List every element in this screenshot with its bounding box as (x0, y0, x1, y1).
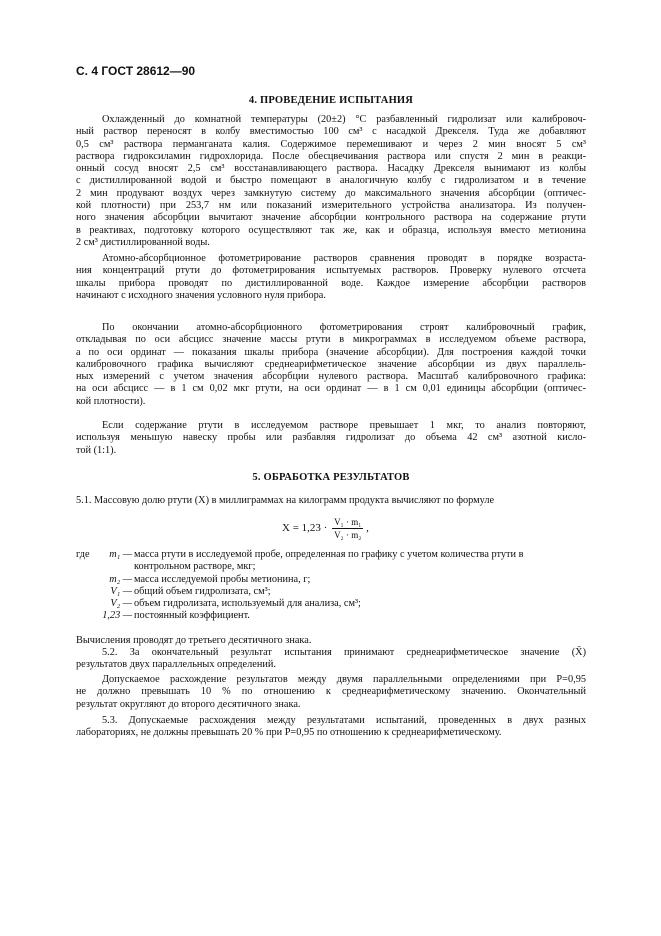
paragraph-line: ния концентраций ртути до фотометрирования испытуемых растворов. Проверку нулевого отсчета (76, 265, 586, 277)
section-5-title: 5. ОБРАБОТКА РЕЗУЛЬТАТОВ (252, 472, 410, 483)
section-4-paragraph-2 (76, 253, 586, 302)
section-4-paragraph-1 (76, 114, 586, 249)
paragraph-line: калибровочного графика вычисляют среднеарифметическое значение абсорбции из двух параллель- (76, 358, 586, 370)
definition-term: m₂ — (109, 573, 132, 585)
section-4-paragraph-4 (76, 420, 586, 457)
paragraph-line: 0,5 см³ раствора перманганата калия. Содержимое перемешивают и через 2 мин вносят 5 см³ (76, 138, 586, 150)
paragraph-line: 2 см³ дистиллированной воды. (76, 236, 210, 248)
calc-note: Вычисления проводят до третьего десятичного знака. (76, 635, 312, 646)
paragraph-line: ных измерений с учетом значения абсорбции нулевого раствора. Масштаб калибровочного графика: (76, 371, 586, 383)
clause-5-2 (76, 647, 586, 672)
formula-definitions (76, 549, 586, 623)
clause-line: результатов двух параллельных определений. (76, 659, 276, 671)
paragraph-line: с дистиллированной водой и быстро помещают в аналогичную колбу с гидролизатом и в течение (76, 175, 586, 187)
definition-text: объем гидролизата, используемый для анализа, см³; (134, 598, 361, 610)
clause-5-3 (76, 715, 586, 740)
paragraph-line: а по оси ординат — показания шкалы прибора (значение абсорбции). Для построения каждой точки (76, 346, 586, 358)
page-header: С. 4 ГОСТ 28612—90 (76, 64, 196, 78)
definition-term: 1,23 — (102, 610, 132, 622)
definition-text: контрольном растворе, мкг; (134, 561, 256, 573)
clause-5-1: 5.1. Массовую долю ртути (X) в миллиграммах на килограмм продукта вычисляют по формуле (76, 495, 495, 506)
definition-row (76, 561, 586, 573)
mass-fraction-formula (282, 517, 369, 540)
definition-row (76, 586, 586, 598)
paragraph-line: той (1:1). (76, 444, 117, 456)
definition-term: m₁ — (109, 549, 132, 560)
clause-line: 5.2. За окончательный результат испытания принимают среднеарифметическое значение (X̄) (102, 647, 586, 658)
paragraph-line: Если содержание ртути в исследуемом растворе превышает 1 мкг, то анализ повторяют, (102, 420, 586, 431)
clause-line: результат округляют до второго десятичного знака. (76, 698, 301, 710)
definition-row (76, 549, 586, 561)
section-4-title: 4. ПРОВЕДЕНИЕ ИСПЫТАНИЯ (248, 95, 414, 106)
definition-row (76, 574, 586, 586)
definition-text: масса исследуемой пробы метионина, г; (134, 573, 311, 585)
formula-lhs: X = 1,23 · (282, 522, 328, 535)
clause-line: Допускаемое расхождение результатов между двумя параллельными определениями при P=0,95 (102, 674, 586, 685)
paragraph-line: в реактивах, подготовку которого осуществляют так же, как и образца, используя вместо метионина (76, 224, 586, 236)
paragraph-line: ного значения абсорбции вычитают значение абсорбции контрольного раствора на содержание ртути (76, 212, 586, 224)
definition-row (76, 610, 586, 622)
definition-text: масса ртути в исследуемой пробе, определенная по графику с учетом количества ртути в (134, 549, 524, 560)
formula-tail: , (366, 522, 369, 535)
clause-line: 5.3. Допускаемые расхождения между результатами испытаний, проведенных в двух разных (102, 715, 586, 726)
paragraph-line: кой плотности). (76, 395, 146, 407)
clause-line: лабораториях, не должны превышать 20 % при P=0,95 по отношению к среднеарифметическому. (76, 727, 502, 739)
section-4-paragraph-3 (76, 322, 586, 408)
paragraph-line: шкалы прибора проводят по дистиллированной воде. Каждое измерение абсорбции растворов (76, 277, 586, 289)
paragraph-line: ный раствор переносят в колбу вместимостью 100 см³ с насадкой Дрекселя. Туда же добавляют (76, 126, 586, 138)
paragraph-line: начинают с исходного значения условного нуля прибора. (76, 289, 326, 301)
paragraph-line: онный сосуд вносят 2,5 см³ восстанавливающего раствора. Насадку Дрекселя вынимают из колбы (76, 163, 586, 175)
clause-5-2-tolerance (76, 674, 586, 711)
paragraph-line: используя меньшую навеску пробы или разбавляя гидролизат до объема 42 см³ азотной кисло- (76, 432, 586, 444)
formula-denominator: V₂ · m₂ (334, 530, 362, 540)
paragraph-line: Охлажденный до комнатной температуры (20±2) °С разбавленный гидролизат или калибровоч- (102, 114, 586, 125)
paragraph-line: Атомно-абсорбционное фотометрирование растворов сравнения проводят в порядке возраста- (102, 253, 586, 264)
definition-term: V₂ — (110, 598, 132, 610)
formula-numerator: V₁ · m₁ (334, 517, 362, 527)
paragraph-line: откладывая по оси абсцисс значение массы ртути в микрограммах в исследуемом объеме раствора, (76, 334, 586, 346)
definition-row (76, 598, 586, 610)
clause-line: не должно превышать 10 % по отношению к среднеарифметическому значению. Окончательный (76, 686, 586, 698)
definition-text: постоянный коэффициент. (134, 610, 250, 622)
paragraph-line: кой плотности) при 253,7 нм или показаний измерительного устройства анализатора. Из получен- (76, 200, 586, 212)
definition-term: V₁ — (110, 585, 132, 597)
formula-fraction (332, 517, 363, 540)
paragraph-line: на оси абсцисс — в 1 см 0,02 мкг ртути, на оси ординат — в 1 см 0,01 единицы абсорбции (оптичес- (76, 383, 586, 395)
paragraph-line: раствора гидроксиламин гидрохлорида. После обесцвечивания раствора или спустя 2 мин в реакци- (76, 150, 586, 162)
definition-text: общий объем гидролизата, см³; (134, 585, 271, 597)
paragraph-line: По окончании атомно-абсорбционного фотометрирования строят калибровочный график, (102, 322, 586, 333)
where-prefix: где (76, 549, 90, 560)
paragraph-line: 2 мин продувают воздух через замкнутую систему до максимального значения абсорбции (оптичес- (76, 187, 586, 199)
